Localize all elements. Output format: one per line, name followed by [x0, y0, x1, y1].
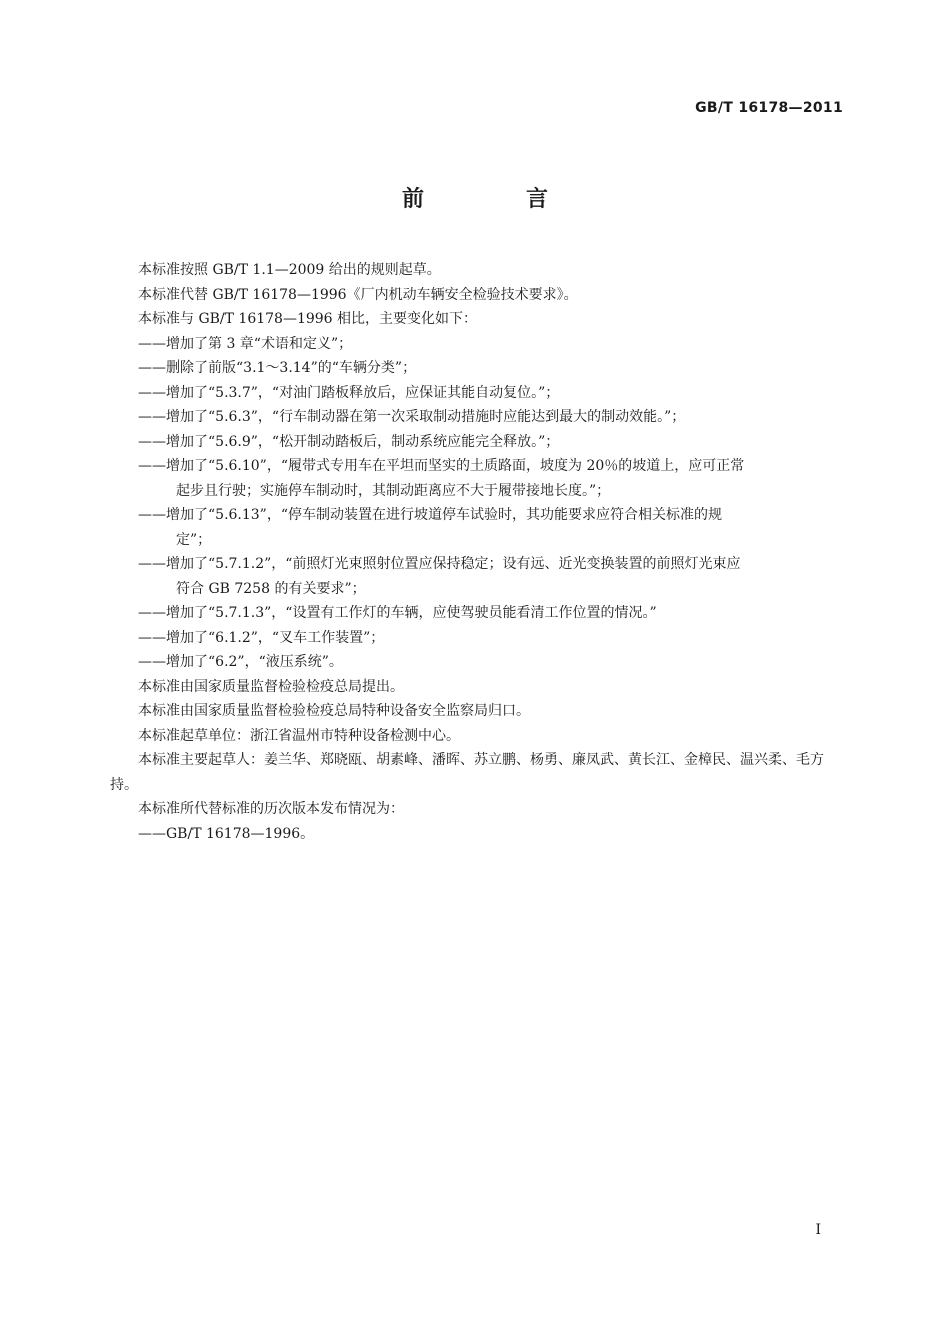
- change-item-continued: 符合 GB 7258 的有关要求”；: [176, 580, 366, 597]
- paragraph-proposed-by: 本标准由国家质量监督检验检疫总局提出。: [138, 678, 404, 695]
- paragraph-changes-intro: 本标准与 GB/T 16178—1996 相比，主要变化如下：: [138, 311, 478, 327]
- paragraph-previous-editions: 本标准所代替标准的历次版本发布情况为：: [138, 801, 404, 817]
- change-item: ——删除了前版“3.1～3.14”的“车辆分类”；: [138, 360, 417, 376]
- change-item: ——增加了“5.6.13”，“停车制动装置在进行坡道停车试验时，其功能要求应符合相关标准的规: [138, 507, 722, 523]
- paragraph-drafting-rules: 本标准按照 GB/T 1.1—2009 给出的规则起草。: [138, 262, 441, 278]
- change-item: ——增加了第 3 章“术语和定义”；: [138, 335, 353, 352]
- change-item: ——增加了“6.1.2”，“叉车工作装置”；: [138, 629, 385, 646]
- change-item: ——增加了“5.7.1.3”，“设置有工作灯的车辆，应使驾驶员能看清工作位置的情况。”: [138, 605, 657, 621]
- change-item: ——增加了“6.2”，“液压系统”。: [138, 654, 343, 670]
- paragraph-replaces: 本标准代替 GB/T 16178—1996《厂内机动车辆安全检验技术要求》。: [138, 286, 578, 303]
- change-item: ——增加了“5.7.1.2”，“前照灯光束照射位置应保持稳定；设有远、近光变换装置的前照灯光束应: [138, 556, 741, 572]
- change-item: ——增加了“5.3.7”，“对油门踏板释放后，应保证其能自动复位。”；: [138, 384, 560, 401]
- standard-code-header: GB/T 16178—2011: [695, 100, 843, 116]
- change-item: ——增加了“5.6.3”，“行车制动器在第一次采取制动措施时应能达到最大的制动效能。”；: [138, 409, 686, 425]
- change-item: ——增加了“5.6.9”，“松开制动踏板后，制动系统应能完全释放。”；: [138, 433, 560, 450]
- change-item-continued: 起步且行驶；实施停车制动时，其制动距离应不大于履带接地长度。”；: [176, 482, 611, 499]
- paragraph-drafting-unit: 本标准起草单位：浙江省温州市特种设备检测中心。: [138, 727, 460, 744]
- change-item-continued: 定”；: [176, 531, 212, 548]
- paragraph-drafters: 本标准主要起草人：姜兰华、郑晓瓯、胡素峰、潘晖、苏立鹏、杨勇、廉凤武、黄长江、金樟民、温兴柔、毛方持。: [110, 752, 824, 793]
- page-title: 前 言: [401, 187, 588, 212]
- change-item: ——增加了“5.6.10”，“履带式专用车在平坦而坚实的土质路面，坡度为 20％的坡道上，应可正常: [138, 458, 745, 474]
- paragraph-administered-by: 本标准由国家质量监督检验检疫总局特种设备安全监察局归口。: [138, 703, 530, 719]
- previous-edition-item: ——GB/T 16178—1996。: [138, 825, 315, 842]
- page-number: I: [815, 1222, 821, 1238]
- foreword-body: [110, 258, 848, 846]
